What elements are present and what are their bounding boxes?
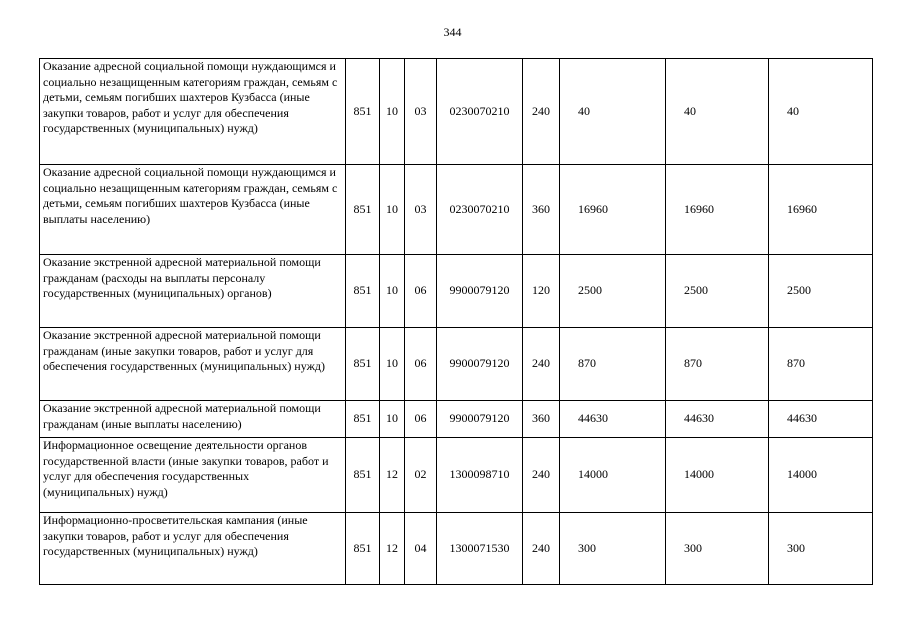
subsection-code: 04	[405, 513, 437, 585]
expense-type-code: 240	[523, 328, 560, 401]
table-row	[40, 438, 873, 513]
target-article-code: 0230070210	[437, 165, 523, 255]
row-description: Оказание экстренной адресной материальной помощи гражданам (расходы на выплаты персоналу государственных (муниципальных) органов)	[40, 255, 346, 328]
row-description: Информационное освещение деятельности органов государственной власти (иные закупки товаров, работ и услуг для обеспечения государственных (муниципальных) нужд)	[40, 438, 346, 513]
table-row	[40, 513, 873, 585]
subsection-code: 06	[405, 401, 437, 438]
amount-year-3: 300	[769, 513, 873, 585]
amount-year-2: 2500	[666, 255, 769, 328]
expense-type-code: 240	[523, 438, 560, 513]
ministry-code: 851	[346, 438, 380, 513]
amount-year-2: 16960	[666, 165, 769, 255]
amount-year-1: 44630	[560, 401, 666, 438]
amount-year-1: 2500	[560, 255, 666, 328]
amount-year-1: 16960	[560, 165, 666, 255]
table-row	[40, 401, 873, 438]
subsection-code: 02	[405, 438, 437, 513]
target-article-code: 9900079120	[437, 401, 523, 438]
ministry-code: 851	[346, 59, 380, 165]
ministry-code: 851	[346, 401, 380, 438]
target-article-code: 9900079120	[437, 255, 523, 328]
amount-year-2: 14000	[666, 438, 769, 513]
amount-year-3: 16960	[769, 165, 873, 255]
amount-year-2: 44630	[666, 401, 769, 438]
subsection-code: 03	[405, 165, 437, 255]
ministry-code: 851	[346, 513, 380, 585]
table-row	[40, 165, 873, 255]
amount-year-3: 44630	[769, 401, 873, 438]
table-row	[40, 59, 873, 165]
table-row	[40, 255, 873, 328]
section-code: 12	[380, 438, 405, 513]
row-description: Оказание адресной социальной помощи нуждающимся и социально незащищенным категориям граждан, семьям с детьми, семьям погибших шахтеров Кузбасса (иные выплаты населению)	[40, 165, 346, 255]
section-code: 12	[380, 513, 405, 585]
subsection-code: 06	[405, 328, 437, 401]
amount-year-1: 300	[560, 513, 666, 585]
section-code: 10	[380, 255, 405, 328]
amount-year-1: 40	[560, 59, 666, 165]
expense-type-code: 120	[523, 255, 560, 328]
amount-year-1: 14000	[560, 438, 666, 513]
section-code: 10	[380, 401, 405, 438]
row-description: Информационно-просветительская кампания (иные закупки товаров, работ и услуг для обеспечения государственных (муниципальных) нужд)	[40, 513, 346, 585]
amount-year-1: 870	[560, 328, 666, 401]
table-row	[40, 328, 873, 401]
target-article-code: 1300098710	[437, 438, 523, 513]
section-code: 10	[380, 59, 405, 165]
amount-year-3: 14000	[769, 438, 873, 513]
expense-type-code: 360	[523, 401, 560, 438]
row-description: Оказание экстренной адресной материальной помощи гражданам (иные выплаты населению)	[40, 401, 346, 438]
subsection-code: 03	[405, 59, 437, 165]
ministry-code: 851	[346, 165, 380, 255]
expense-type-code: 240	[523, 513, 560, 585]
target-article-code: 9900079120	[437, 328, 523, 401]
ministry-code: 851	[346, 328, 380, 401]
target-article-code: 0230070210	[437, 59, 523, 165]
budget-table	[39, 58, 873, 585]
amount-year-3: 40	[769, 59, 873, 165]
expense-type-code: 240	[523, 59, 560, 165]
subsection-code: 06	[405, 255, 437, 328]
row-description: Оказание экстренной адресной материальной помощи гражданам (иные закупки товаров, работ и услуг для обеспечения государственных (муниципальных) нужд)	[40, 328, 346, 401]
amount-year-2: 300	[666, 513, 769, 585]
row-description: Оказание адресной социальной помощи нуждающимся и социально незащищенным категориям граждан, семьям с детьми, семьям погибших шахтеров Кузбасса (иные закупки товаров, работ и услуг для обеспечения государственных (муниципальных) нужд)	[40, 59, 346, 165]
amount-year-3: 2500	[769, 255, 873, 328]
amount-year-2: 870	[666, 328, 769, 401]
amount-year-2: 40	[666, 59, 769, 165]
expense-type-code: 360	[523, 165, 560, 255]
section-code: 10	[380, 328, 405, 401]
amount-year-3: 870	[769, 328, 873, 401]
page-number: 344	[443, 25, 462, 39]
target-article-code: 1300071530	[437, 513, 523, 585]
ministry-code: 851	[346, 255, 380, 328]
section-code: 10	[380, 165, 405, 255]
